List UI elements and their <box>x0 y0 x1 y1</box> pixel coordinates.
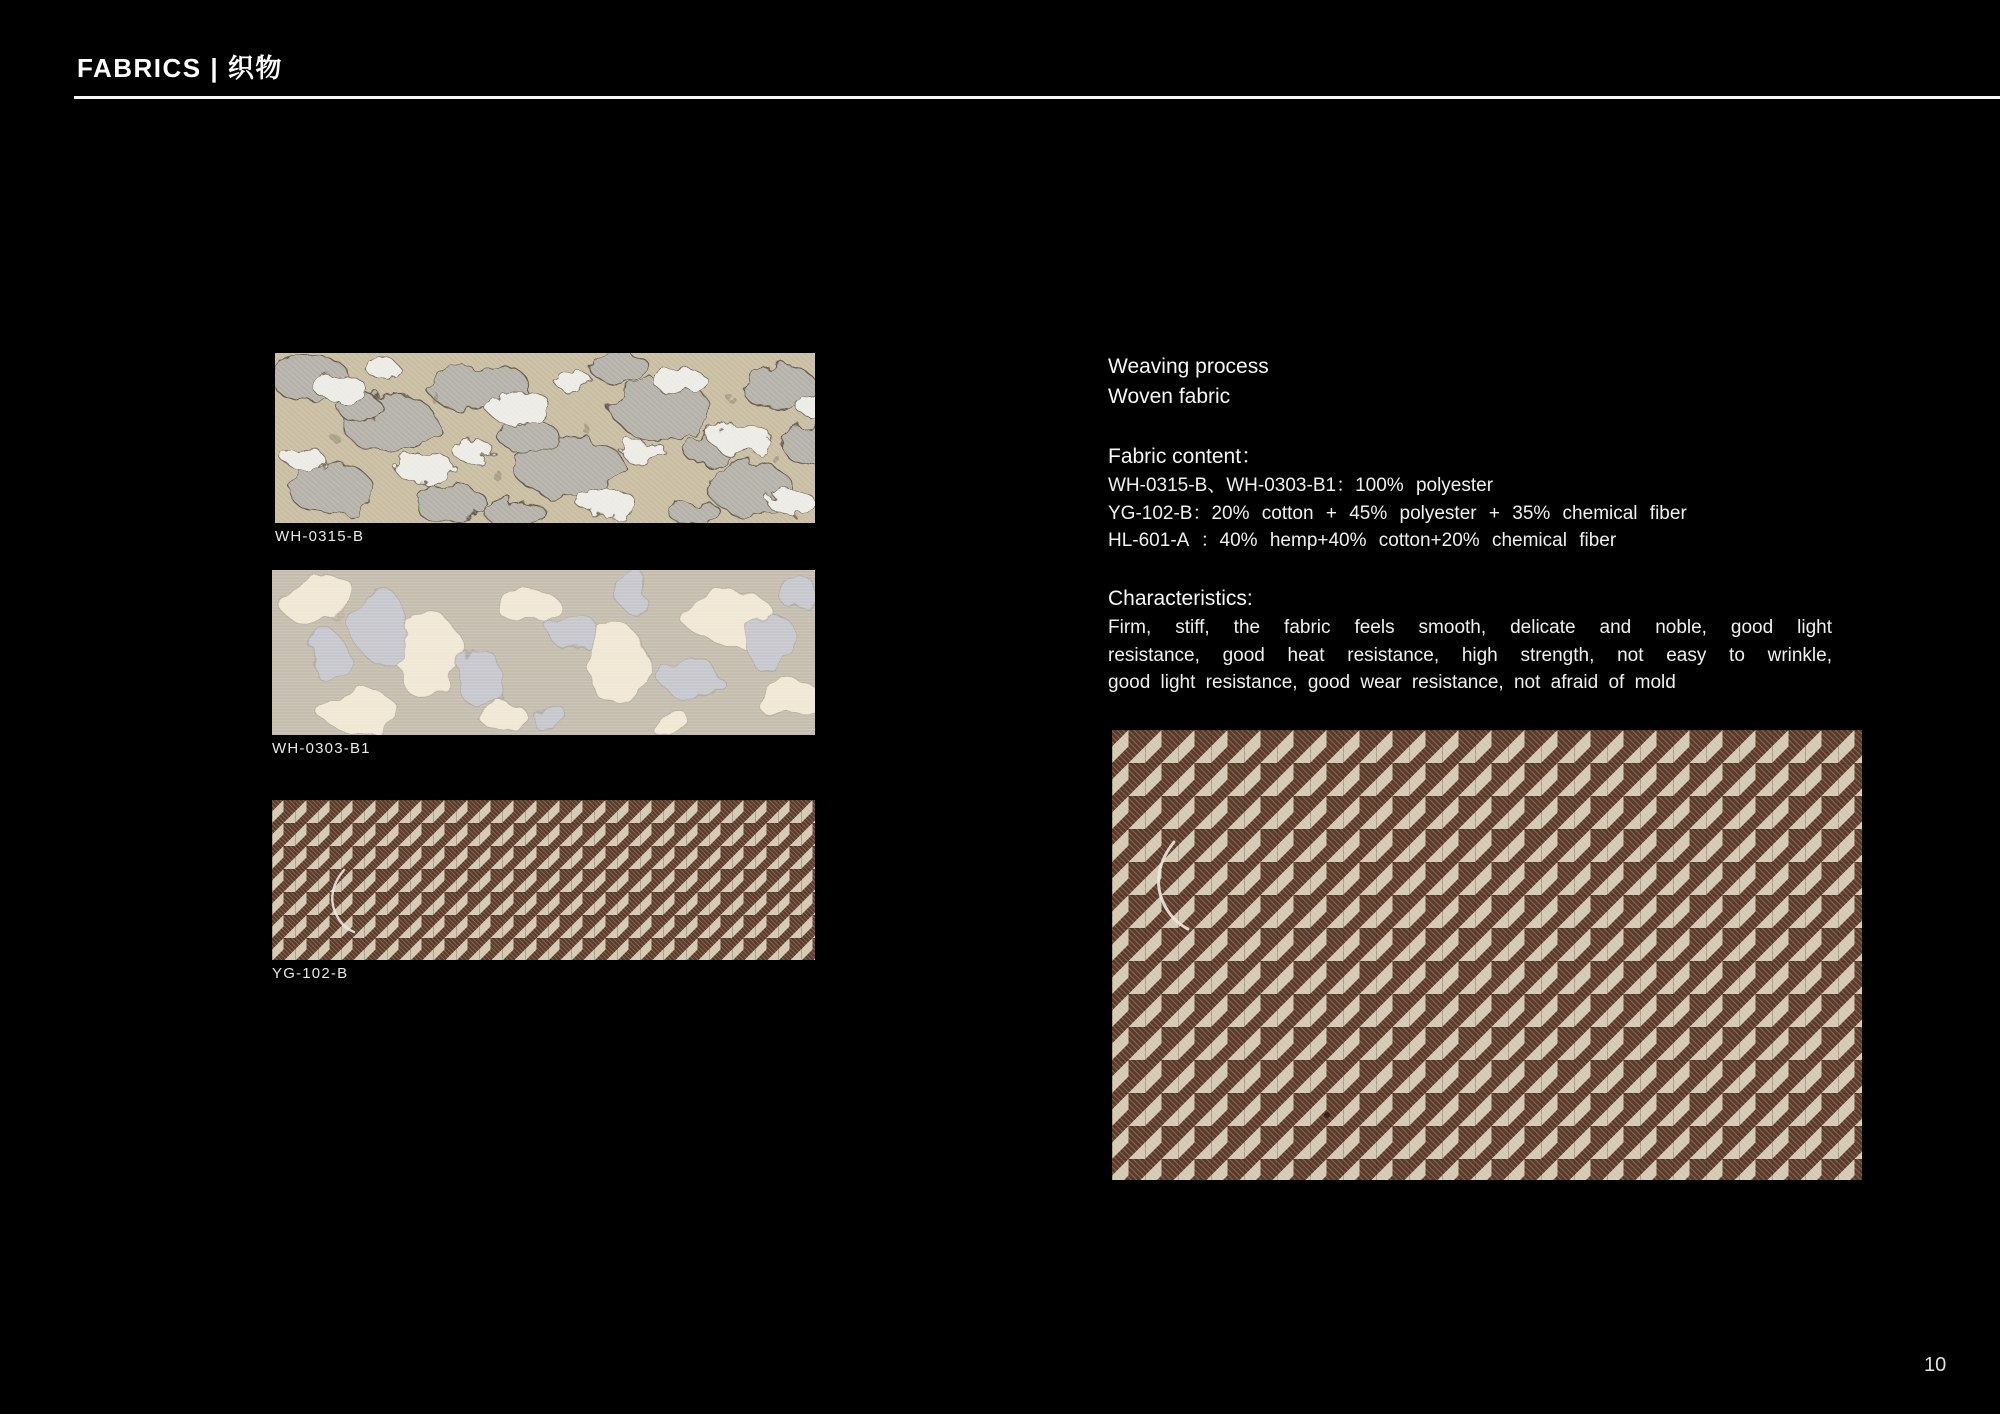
large-fabric-detail <box>1112 730 1862 1180</box>
characteristics-heading: Characteristics: <box>1108 587 1253 610</box>
swatch-label: WH-0303-B1 <box>272 740 371 757</box>
weaving-process-title: Weaving process <box>1108 355 1269 378</box>
title-rule <box>74 96 2000 99</box>
fabric-image-wh-0315-b <box>275 353 815 523</box>
page-number: 10 <box>1924 1354 1947 1376</box>
fabric-content-heading: Fabric content： <box>1108 445 1263 468</box>
fabric-swatch-wh-0315-b <box>275 353 815 545</box>
fabric-content-line: HL-601-A ：40% hemp+40% cotton+20% chemical fiber <box>1108 530 1617 551</box>
swatch-label: WH-0315-B <box>275 528 365 545</box>
weaving-process-block <box>1108 352 1832 412</box>
swatch-label: YG-102-B <box>272 965 349 982</box>
large-fabric-image-yg-102-b <box>1112 730 1862 1180</box>
fabric-image-yg-102-b <box>272 800 815 960</box>
characteristics-line: resistance, good heat resistance, high strength, not easy to wrinkle, <box>1108 644 1832 666</box>
fabric-content-block <box>1108 442 1832 555</box>
characteristics-block <box>1108 584 1832 697</box>
page-title: FABRICS | 织物 <box>77 53 283 83</box>
fabric-fleck <box>1324 1112 1330 1118</box>
characteristics-line: Firm, stiff, the fabric feels smooth, delicate and noble, good light <box>1108 617 1832 638</box>
fabric-swatch-wh-0303-b1 <box>272 570 815 757</box>
fabric-swatch-yg-102-b <box>272 800 815 982</box>
fabric-image-wh-0303-b1 <box>272 570 815 735</box>
fabric-content-line: WH-0315-B、WH-0303-B1：100% polyester <box>1108 475 1494 496</box>
fabric-content-line: YG-102-B：20% cotton + 45% polyester + 35% chemical fiber <box>1108 502 1687 524</box>
weaving-process-value: Woven fabric <box>1108 385 1231 408</box>
characteristics-line: good light resistance, good wear resistance, not afraid of mold <box>1108 672 1676 693</box>
